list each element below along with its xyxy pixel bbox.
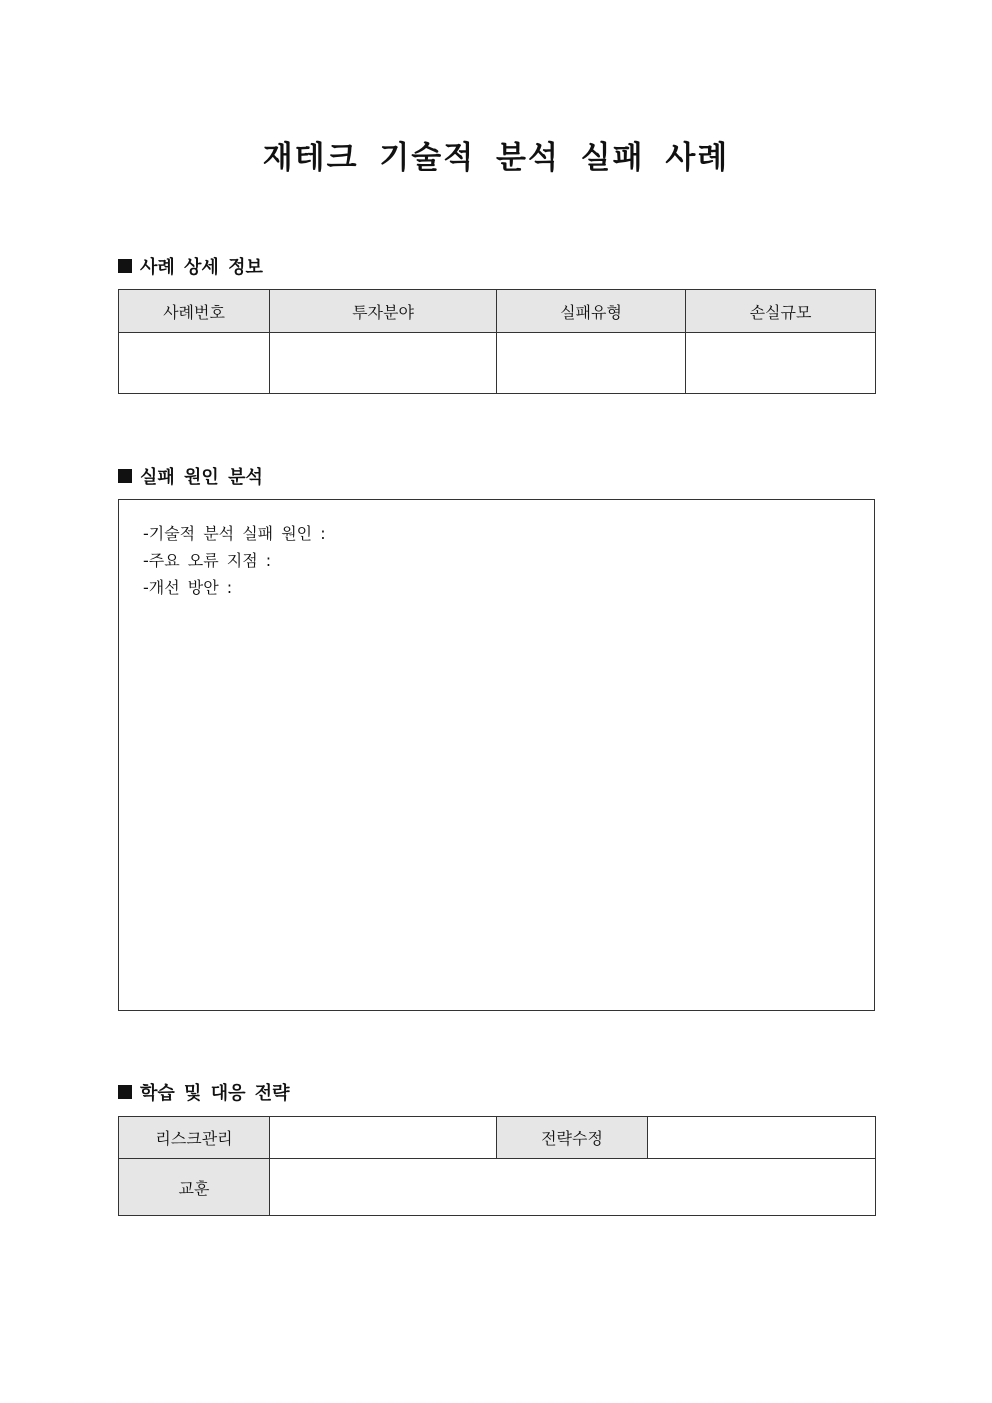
cause-analysis-box[interactable] — [118, 499, 875, 1011]
cause-analysis-list — [143, 520, 874, 601]
loss-scale-cell[interactable] — [686, 333, 876, 394]
lesson-label: 교훈 — [119, 1159, 270, 1216]
improvement-line: -개선 방안 : — [143, 578, 233, 597]
case-info-table — [118, 289, 876, 394]
investment-field-cell[interactable] — [270, 333, 497, 394]
error-point-line: -주요 오류 지점 : — [143, 551, 272, 570]
section-heading-label: 학습 및 대응 전략 — [140, 1083, 290, 1104]
section-heading-label: 실패 원인 분석 — [140, 467, 263, 488]
case-number-header: 사례번호 — [119, 290, 270, 333]
failure-type-cell[interactable] — [497, 333, 686, 394]
strategy-revision-cell[interactable] — [648, 1117, 876, 1159]
case-info-header-row — [119, 290, 876, 333]
case-info-value-row — [119, 333, 876, 394]
strategy-row — [119, 1117, 876, 1159]
failure-cause-line: -기술적 분석 실패 원인 : — [143, 524, 326, 543]
section-heading-strategy — [118, 1079, 290, 1105]
square-bullet-icon — [118, 259, 132, 273]
risk-management-cell[interactable] — [270, 1117, 497, 1159]
section-heading-cause-analysis — [118, 463, 263, 489]
strategy-revision-label: 전략수정 — [497, 1117, 648, 1159]
loss-scale-header: 손실규모 — [686, 290, 876, 333]
risk-management-label: 리스크관리 — [119, 1117, 270, 1159]
lesson-row — [119, 1159, 876, 1216]
lesson-cell[interactable] — [270, 1159, 876, 1216]
section-heading-label: 사례 상세 정보 — [140, 257, 263, 278]
square-bullet-icon — [118, 1085, 132, 1099]
section-heading-case-info — [118, 253, 263, 279]
square-bullet-icon — [118, 469, 132, 483]
failure-type-header: 실패유형 — [497, 290, 686, 333]
investment-field-header: 투자분야 — [270, 290, 497, 333]
strategy-table — [118, 1116, 876, 1216]
page-title: 재테크 기술적 분석 실패 사례 — [262, 140, 730, 176]
case-number-cell[interactable] — [119, 333, 270, 394]
